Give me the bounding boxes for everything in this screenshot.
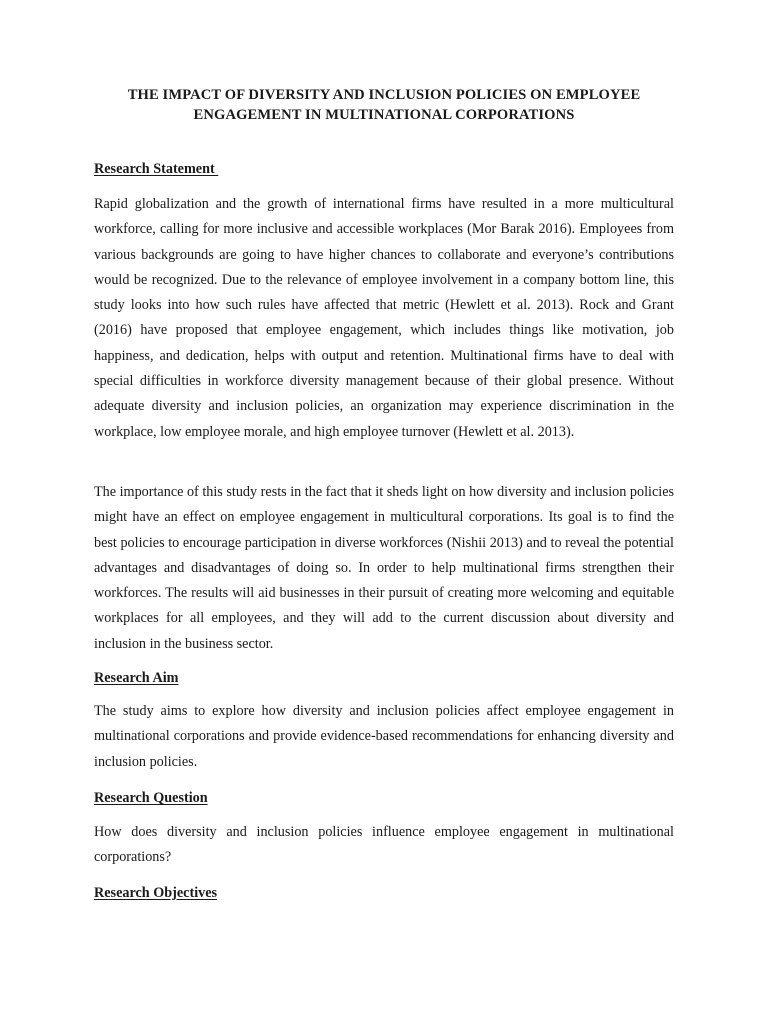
research-aim-heading: Research Aim [94,670,179,686]
document-title: THE IMPACT OF DIVERSITY AND INCLUSION POLICIES ON EMPLOYEE ENGAGEMENT IN MULTINATIONAL CORPORATIONS [127,87,641,123]
research-question-paragraph: How does diversity and inclusion policies influence employee engagement in multinational corporations? [94,824,674,866]
research-aim-paragraph: The study aims to explore how diversity and inclusion policies affect employee engagement in multinational corporations and provide evidence-based recommendations for enhancing diversity and inclusion policies. [94,703,674,770]
research-statement-heading: Research Statement [94,161,219,177]
research-statement-paragraph-2: The importance of this study rests in the fact that it sheds light on how diversity and inclusion policies might have an effect on employee engagement in multicultural corporations. Its goal is to find the best policies to encourage participation in diverse workforces (Nishii 2013) and to reveal the potential advantages and disadvantages of doing so. In order to help multinational firms strengthen their workforces. The results will aid businesses in their pursuit of creating more welcoming and equitable workplaces for all employees, and they will add to the current discussion about diversity and inclusion in the business sector. [94,484,675,652]
research-question-heading: Research Question [94,790,208,806]
research-statement-paragraph-1: Rapid globalization and the growth of international firms have resulted in a more multicultural workforce, calling for more inclusive and accessible workplaces (Mor Barak 2016). Employees from various backgrounds are going to have higher chances to collaborate and everyone’s contributions would be recognized. Due to the relevance of employee involvement in a company bottom line, this study looks into how such rules have affected that metric (Hewlett et al. 2013). Rock and Grant (2016) have proposed that employee engagement, which includes things like motivation, job happiness, and dedication, helps with output and retention. Multinational firms have to deal with special difficulties in workforce diversity management because of their global presence. Without adequate diversity and inclusion policies, an organization may experience discrimination in the workplace, low employee morale, and high employee turnover (Hewlett et al. 2013). [94,196,674,440]
research-objectives-heading: Research Objectives [94,885,218,901]
